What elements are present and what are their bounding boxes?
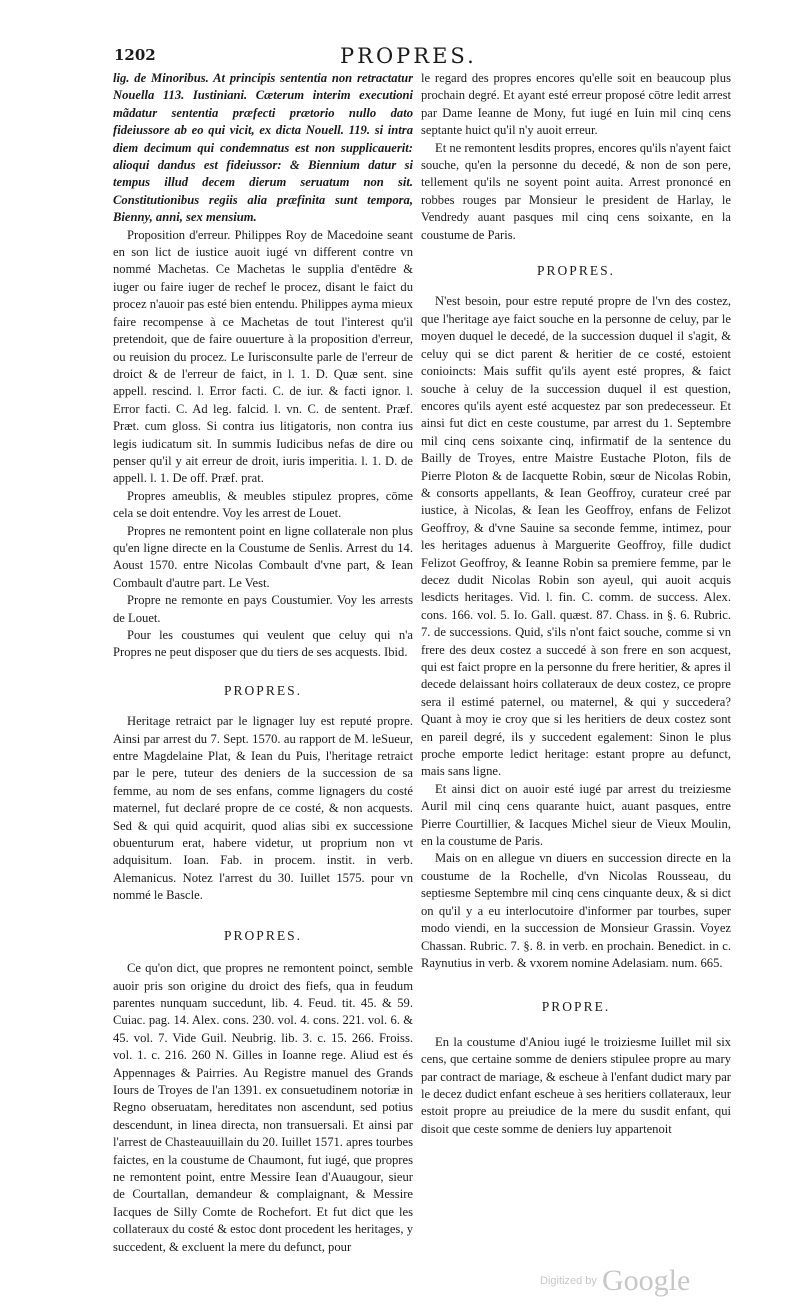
digitized-label: Digitized by xyxy=(540,1275,597,1287)
left-paragraph: Pour les coustumes qui veulent que celuy qui n'a Propres ne peut disposer que du tiers de ses acquests. Ibid. xyxy=(113,628,413,660)
left-paragraph: Ce qu'on dict, que propres ne remontent poinct, semble auoir pris son origine du droict des fiefs, qua in feudum parentes nunquam succedunt, lib. 4. Feud. tit. 45. & 59. Cuiac. pag. 14. Alex. cons. 230. vol. 4. cons. 221. vol. 6. & 45. vol. 7. Vide Guil. Neubrig. lib. 3. c. 15. 266. Froiss. vol. 1. c. 216. 260 N. Gilles in Ioanne rege. Aliud est és Appennages & Pairries. Au Registre manuel des Grands Iours de Troyes de l'an 1391. ex consuetudinem notoriæ in Regno obseruatam, hereditates non ascendunt, sed potius descendunt, in linea directa, non transuersali. Et ainsi par l'arrest de Chasteauuillain du 20. Iuillet 1571. apres tourbes faictes, en la coustume de Chaumont, fut iugé, que propres ne remontent point, entre Messire Iean d'Auaugour, sieur de Courtallan, demandeur & complaignant, & Messire Iacques de Silly Comte de Rochefort. Et fut dict que les collateraux du costé & estoc dont procedent les heritages, y succedent, & excluent la mere du defunct, pour xyxy=(113,961,413,1254)
running-head: PROPRES. xyxy=(340,44,477,68)
left-paragraph: lig. de Minoribus. At principis sententia non retractatur Nouella 113. Iustiniani. Cæterum interim executioni mãdatur sententia præfecti prætorio nullo dato fideiussore ab eo qui vicit, ex dicta Nouell. 119. si intra diem decimum qui condemnatus est non supplicauerit: alioqui dandus est fideiussor: & Biennium datur si tempus illud decem dierum seruatum non sit. Constitutionibus regiis alia præfinita sunt tempora, Bienny, anni, sex mensium. xyxy=(113,71,413,225)
right-paragraph: En la coustume d'Aniou iugé le troiziesme Iuillet mil six cens, que certaine somme de deniers stipulee propre au mary par contract de mariage, & escheue à l'enfant dudict mary par le decez dudict enfant escheue à ses heritiers collateraux, leur estoit propre au preiudice de la mere du susdit enfant, qui disoit que ceste somme de deniers luy appartenoit xyxy=(421,1034,731,1136)
section-heading: PROPRES. xyxy=(224,682,302,698)
section-heading: PROPRE. xyxy=(541,999,611,1015)
page-number: 1202 xyxy=(114,46,156,64)
left-paragraph: Propre ne remonte en pays Coustumier. Voy les arrests de Louet. xyxy=(113,593,413,625)
right-column xyxy=(421,70,731,1138)
left-paragraph: Proposition d'erreur. Philippes Roy de Macedoine seant en son lict de iustice auoit iugé vn different contre vn nommé Machetas. Ce Machetas le supplia d'entēdre & iuger ou faire iuger de rechef le procez, disant le faict du procez n'auoir pas esté bien entendu. Philippes ayma mieux faire recompense à ce Machetas de tout l'interest qu'il pretendoit, que de faire ouuerture à la proposition d'erreur, ou reuision du procez. Le Iurisconsulte parle de l'erreur de droict & de l'erreur de faict, in l. 1. D. Quæ sent. sine appell. rescind. l. Error facti. C. de iur. & facti ignor. l. Error facti. C. Ad leg. falcid. l. vn. C. de sentent. Præf. Præt. cum gloss. Si contra ius litigatoris, non contra ius legis iudicatum sit. In summis Iudicibus nefas de dire ou penser qu'il y ait erreur de droit, iuris imperitia. l. 1. D. de appell. l. 1. De off. Præf. prat. xyxy=(113,227,413,486)
section-heading: PROPRES. xyxy=(224,927,302,943)
left-paragraph: Propres ameublis, & meubles stipulez propres, cōme cela se doit entendre. Voy les arrest de Louet. xyxy=(113,488,413,521)
google-logo: Google xyxy=(601,1264,691,1297)
right-paragraph: N'est besoin, pour estre reputé propre de l'vn des costez, que l'heritage aye faict souche en la personne de celuy, par le moyen duquel le decedé, de la succession duquel il s'agit, & celuy qui se dict parent & heritier de ce costé, estoient conioincts: Mais suffit qu'ils ayent esté propres, & faict souche à celuy de la succession duquel il est question, encores qu'ils ayent esté acquestez par son predecesseur. Et ainsi fut dict en ceste coustume, par arrest du 1. Septembre mil cinq cens soixante cinq, infirmatif de la sentence du Bailly de Troyes, entre Maistre Eustache Ploton, fils de Pierre Ploton & de Iacquette Robin, sœur de Nicolas Robin, & consorts appellants, & Iean Geoffroy, curateur creé par iustice, à Nicolas, & Iean les Geoffroy, enfans de Felizot Geoffroy, & d'vne Sauine sa seconde femme, intimez, pour les heritages aduenus à Marguerite Geoffroy, fille dudict Felizot Geoffroy, & Ieanne Robin sa premiere femme, par le decez dudit Nicolas Robin son ayeul, qui auoit acquis lesdicts heritages. Vid. l. fin. C. comm. de success. Alex. cons. 166. vol. 5. Io. Gall. quæst. 87. Chass. in §. 6. Rubric. 7. de successions. Quid, s'ils n'ont faict souche, comme si vn frere des deux costez a succedé à son frere en son acquest, qui est faict propre en la personne du frere heritier, & apres il decede delaissant hoirs collateraux de deux costez, ce propre sera il estimé paternel, ou maternel, & qui y succedera? Quant à moy ie croy que si les heritiers de deux costez sont en pareil degré, ils y succedent egalement: Sinon le plus proche emporte ledict heritage: estant propre au defunct, mais sans ligne. xyxy=(421,294,731,779)
right-paragraph: Mais on en allegue vn diuers en succession directe en la coustume de la Rochelle, d'vn Nicolas Rousseau, du septiesme Septembre mil cinq cens cinquante deux, & si dict on qu'il y a eu interlocutoire d'informer par tourbes, super modo viendi, en la succession de Monsieur Grassin. Voyez Chassan. Rubric. 7. §. 8. in verb. en prochain. Benedict. in c. Raynutius in verb. & vxorem nomine Adelasiam. num. 665. xyxy=(421,851,731,970)
left-paragraph: Propres ne remontent point en ligne collaterale non plus qu'en ligne directe en la Coustume de Senlis. Arrest du 14. Aoust 1570. entre Nicolas Combault d'vne part, & Iean Combault d'autre part. Le Vest. xyxy=(113,523,413,590)
left-column xyxy=(113,70,413,1256)
right-paragraph: Et ne remontent lesdits propres, encores qu'ils n'ayent faict souche, qu'en la personne du decedé, & non de son pere, tellement qu'ils ne soyent point auita. Arrest prononcé en robbes rouges par Monsieur le president de Harlay, le Vendredy auant pasques mil cinq cens soixante, en la coustume de Paris. xyxy=(421,140,731,242)
left-paragraph: Heritage retraict par le lignager luy est reputé propre. Ainsi par arrest du 7. Sept. 1570. au rapport de M. leSueur, entre Magdelaine Plat, & Iean du Puis, l'heritage retraict par le pere, tuteur des deniers de la succession de sa femme, au nom de ses enfans, comme lignagers du costé maternel, fut declaré propre de ce costé, & non acquests. Sed & qui quid acquirit, quod alias sibi ex successione obuenturum erat, habere videtur, ut proprium non vt adquisitum. Ioan. Fab. in procem. instit. in verb. Alemanicus. Notez l'arrest du 30. Iuillet 1575. pour vn nommé le Bascle. xyxy=(113,714,413,903)
right-paragraph: Et ainsi dict on auoir esté iugé par arrest du treiziesme Auril mil cinq cens quarante huict, auant pasques, entre Pierre Courtillier, & Iacques Michel sieur de Vieux Moulin, en la coustume de Paris. xyxy=(421,781,731,849)
right-paragraph: le regard des propres encores qu'elle soit en beaucoup plus prochain degré. Et ayant esté erreur proposé cōtre ledit arrest par Dame Ieanne de Mony, fut iugé en Iuin mil cinq cens septante huict qu'il n'y auoit erreur. xyxy=(421,71,731,138)
section-heading: PROPRES. xyxy=(537,263,615,279)
digitized-by-watermark xyxy=(540,1264,690,1298)
